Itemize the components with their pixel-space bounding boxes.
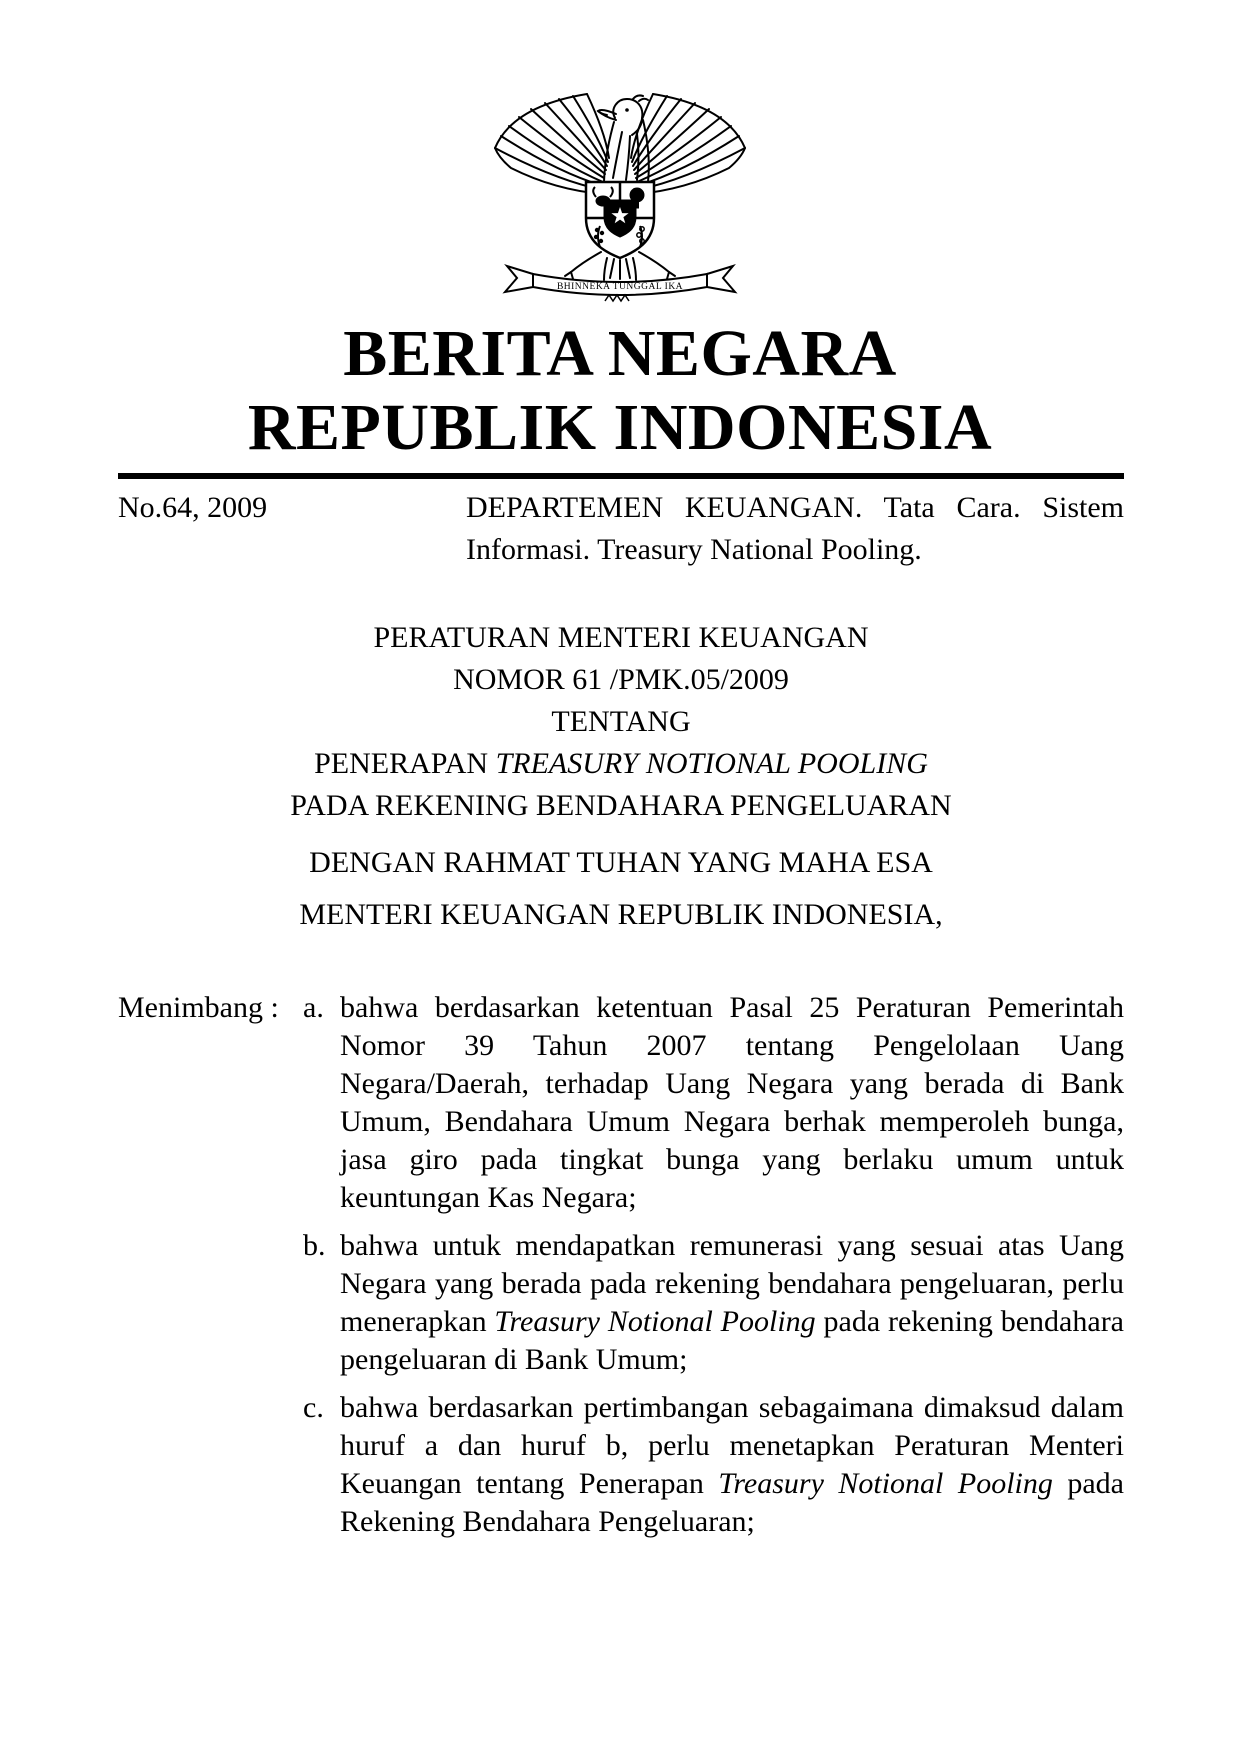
regulation-title-block [118,617,1124,936]
consideration-letter-b: b. [303,1229,326,1262]
national-emblem [0,0,1240,309]
considerations-label: Menimbang : [118,991,279,1024]
consideration-text-c [340,1389,1124,1541]
regulation-subject-italic: TREASURY NOTIONAL POOLING [495,747,928,780]
considerations-section [118,989,1124,1541]
regulation-title-line1: PERATURAN MENTERI KEUANGAN [373,621,869,654]
issue-number: No.64, 2009 [118,491,268,524]
consideration-c-part1: bahwa berdasarkan pertimbangan sebagaimana dimaksud dalam huruf a dan huruf b, perlu menetapkan Peraturan Menteri Keuangan tentang Penerapan [340,1391,1124,1500]
garuda-pancasila-icon [455,84,785,304]
consideration-c-italic: Treasury Notional Pooling [718,1467,1053,1500]
gazette-header-row [118,487,1124,571]
considerations-label-spacer-c [118,1389,303,1541]
regulation-subject-line [118,743,1124,785]
consideration-letter-c: c. [303,1391,324,1424]
subject-caption [466,487,1124,571]
masthead-title-line2: REPUBLIK INDONESIA [247,391,993,464]
masthead-title [0,317,1240,465]
consideration-b-italic: Treasury Notional Pooling [494,1305,816,1338]
consideration-a-part1: bahwa berdasarkan ketentuan Pasal 25 Peraturan Pemerintah Nomor 39 Tahun 2007 tentang Pengelolaan Uang Negara/Daerah, terhadap Uang Negara yang berada di Bank Umum, Bendahara Umum Negara berhak memperoleh bunga, jasa giro pada tingkat bunga yang berlaku umum untuk keuntungan Kas Negara; [340,991,1124,1214]
consideration-item-a [118,989,1124,1217]
subject-line1: DEPARTEMEN KEUANGAN. Tata Cara. Sistem [466,491,1124,524]
considerations-label-spacer-b [118,1227,303,1379]
consideration-item-b [118,1227,1124,1379]
consideration-item-c [118,1389,1124,1541]
emblem-motto: BHINNEKA TUNGGAL IKA [556,282,684,292]
invocation-line: DENGAN RAHMAT TUHAN YANG MAHA ESA [309,846,933,879]
consideration-letter-a: a. [303,991,324,1024]
regulation-subject-prefix: PENERAPAN [314,747,496,780]
subject-line2: Informasi. Treasury National Pooling. [466,533,922,566]
regulation-subject-line2: PADA REKENING BENDAHARA PENGELUARAN [290,789,952,822]
consideration-c-part3: pada Rekening Bendahara Pengeluaran; [340,1467,1124,1538]
consideration-b-part3: pada rekening bendahara pengeluaran di Bank Umum; [340,1305,1124,1376]
masthead-title-line1: BERITA NEGARA [343,317,897,390]
consideration-b-part1: bahwa untuk mendapatkan remunerasi yang sesuai atas Uang Negara yang berada pada rekening bendahara pengeluaran, perlu menerapkan [340,1229,1124,1338]
consideration-text-b [340,1227,1124,1379]
divider-rule [118,473,1124,479]
authority-line: MENTERI KEUANGAN REPUBLIK INDONESIA, [299,898,943,931]
regulation-tentang: TENTANG [551,705,691,738]
consideration-text-a [340,989,1124,1217]
regulation-number: NOMOR 61 /PMK.05/2009 [453,663,789,696]
